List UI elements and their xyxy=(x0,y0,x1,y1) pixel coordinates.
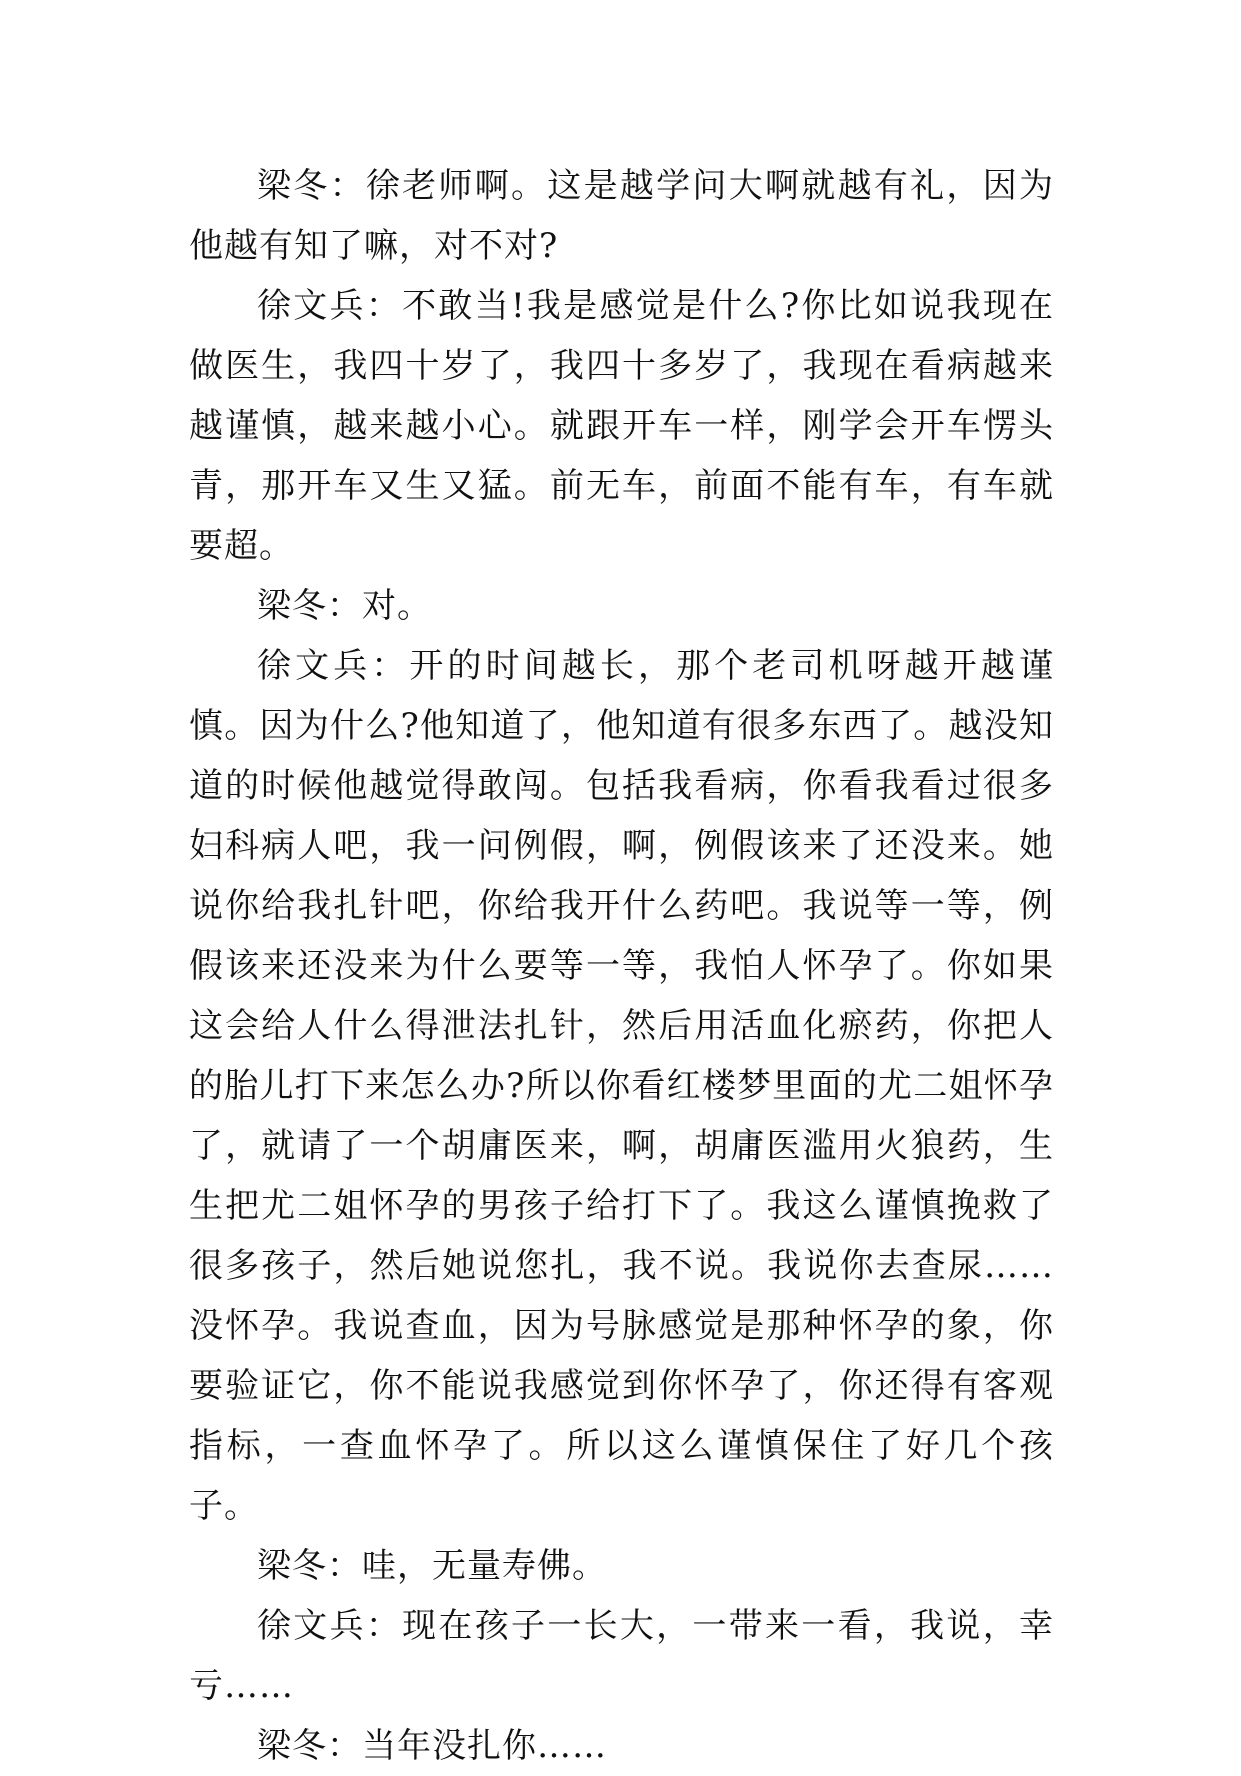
paragraph: 梁冬：当年没扎你…… xyxy=(257,1726,607,1766)
paragraph: 徐文兵：现在孩子一长大，一带来一看，我说，幸亏…… xyxy=(189,1606,1054,1706)
paragraph: 梁冬：对。 xyxy=(257,586,432,626)
paragraph: 徐文兵：不敢当!我是感觉是什么?你比如说我现在做医生，我四十岁了，我四十多岁了，我现在看病越来越谨慎，越来越小心。就跟开车一样，刚学会开车愣头青，那开车又生又猛。前无车，前面不能有车，有车就要超。 xyxy=(189,286,1054,566)
document-body xyxy=(189,156,1054,1776)
paragraph: 徐文兵：开的时间越长，那个老司机呀越开越谨慎。因为什么?他知道了，他知道有很多东西了。越没知道的时候他越觉得敢闯。包括我看病，你看我看过很多妇科病人吧，我一问例假，啊，例假该来了还没来。她说你给我扎针吧，你给我开什么药吧。我说等一等，例假该来还没来为什么要等一等，我怕人怀孕了。你如果这会给人什么得泄法扎针，然后用活血化瘀药，你把人的胎儿打下来怎么办?所以你看红楼梦里面的尤二姐怀孕了，就请了一个胡庸医来，啊，胡庸医滥用火狼药，生生把尤二姐怀孕的男孩子给打下了。我这么谨慎挽救了很多孩子，然后她说您扎，我不说。我说你去查尿……没怀孕。我说查血，因为号脉感觉是那种怀孕的象，你要验证它，你不能说我感觉到你怀孕了，你还得有客观指标，一查血怀孕了。所以这么谨慎保住了好几个孩子。 xyxy=(189,646,1054,1526)
paragraph: 梁冬：哇，无量寿佛。 xyxy=(257,1546,607,1586)
paragraph: 梁冬：徐老师啊。这是越学问大啊就越有礼，因为他越有知了嘛，对不对? xyxy=(189,166,1054,266)
